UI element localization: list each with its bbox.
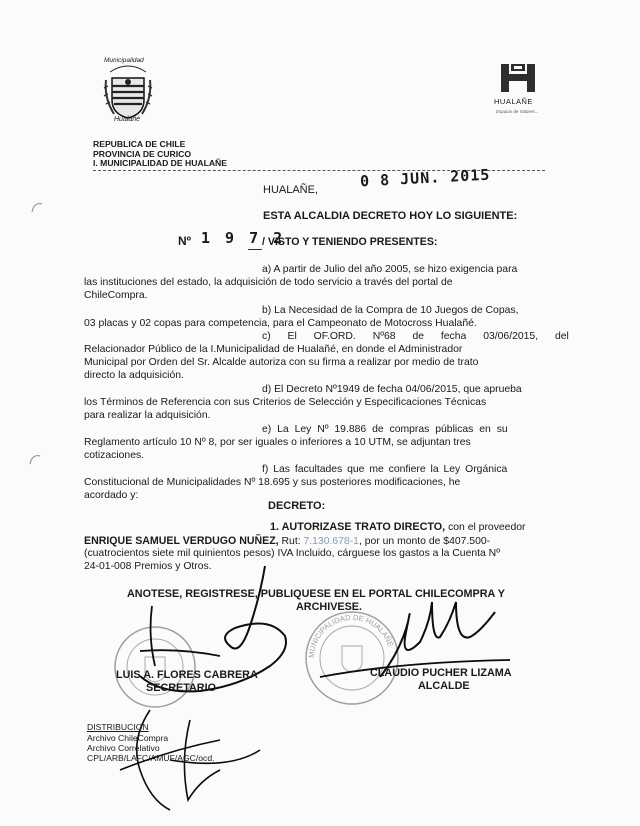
distribution-title: DISTRIBUCION — [87, 722, 149, 732]
consideration-a-line3: ChileCompra. — [84, 290, 148, 301]
consideration-b-line1: b) La Necesidad de la Compra de 10 Juegos de Copas, — [262, 305, 519, 316]
consideration-c-line3: Municipal por Orden del Sr. Alcalde autoriza con su firma a realizar por medio de trato — [84, 357, 479, 368]
resolution-line3: (cuatrocientos siete mil quinientos pesos) IVA Incluido, cárguese los gastos a la Cuenta Nº — [84, 548, 500, 559]
consideration-d-line1: d) El Decreto Nº1949 de fecha 04/06/2015, que aprueba — [262, 384, 522, 395]
brand-name: HUALAÑE — [494, 97, 533, 106]
resolution-authorize: 1. AUTORIZASE TRATO DIRECTO, — [270, 521, 446, 533]
resolution-line1 — [270, 521, 525, 535]
consideration-f-line1: f) Las facultades que me confiere la Ley Orgánica — [262, 464, 508, 475]
resolution-line2 — [84, 535, 490, 549]
seal-text: MUNICIPALIDAD DE HUALAÑE — [306, 612, 396, 659]
closing-line1: ANOTESE, REGISTRESE, PUBLIQUESE EN EL PORTAL CHILECOMPRA Y — [127, 588, 505, 600]
provider-name: ENRIQUE SAMUEL VERDUGO NUÑEZ, — [84, 535, 279, 547]
mayor-title: ALCALDE — [418, 680, 470, 692]
org-line-1: REPUBLICA DE CHILE — [93, 139, 186, 149]
consideration-e-line2: Reglamento artículo 10 Nº 8, por ser iguales o inferiores a 10 UTM, se adjuntan tres — [84, 437, 471, 448]
resolution-line4: 24-01-008 Premios y Otros. — [84, 561, 212, 572]
consideration-c-line1: c) El OF.ORD. Nº68 de fecha 03/06/2015, del — [262, 331, 569, 342]
amount-text: , por un monto de $407.500- — [358, 536, 491, 547]
closing-line2: ARCHIVESE. — [296, 601, 362, 613]
rut-value: 7.130.678-1 — [303, 536, 359, 547]
consideration-b-line2: 03 placas y 02 copas para competencia, para el Campeonato de Motocross Hualañé. — [84, 318, 477, 329]
municipal-crest — [96, 58, 160, 128]
consideration-c-line2: Relacionador Público de la I.Municipalidad de Hualañé, en donde el Administrador — [84, 344, 463, 355]
decreto-label: DECRETO: — [268, 500, 326, 512]
punch-hole-mark — [28, 452, 42, 466]
consideration-a-line1: a) A partir de Julio del año 2005, se hizo exigencia para — [262, 264, 518, 275]
crest-top-text: Municipalidad — [104, 57, 144, 64]
hualane-brand-logo — [494, 62, 546, 122]
decree-number-underline — [248, 249, 262, 250]
distribution-item: CPL/ARB/LAFC/AMUF/AGC/ocd. — [87, 753, 215, 763]
consideration-d-line3: para realizar la adquisición. — [84, 410, 211, 421]
secretary-title: SECRETARIO — [146, 682, 216, 694]
consideration-d-line2: los Términos de Referencia con sus Criterios de Selección y Especificaciones Técnicas — [84, 397, 487, 408]
hualane-h-logo-icon — [498, 62, 538, 94]
crest-bottom-text: Hualañé — [114, 116, 141, 123]
consideration-f-line3: acordado y: — [84, 490, 139, 501]
visto-heading: / VISTO Y TENIENDO PRESENTES: — [262, 236, 438, 248]
consideration-e-line3: cotizaciones. — [84, 450, 145, 461]
punch-hole-mark — [30, 200, 44, 214]
place-label: HUALAÑE, — [263, 184, 319, 196]
distribution-item: Archivo Correlativo — [87, 743, 160, 753]
rut-label: Rut: — [281, 536, 301, 547]
mayor-name: CLAUDIO PUCHER LIZAMA — [370, 667, 512, 679]
decree-prefix: Nº — [178, 234, 192, 248]
consideration-f-line2: Constitucional de Municipalidades Nº 18.695 y sus posteriores modificaciones, he — [84, 477, 461, 488]
decree-heading: ESTA ALCALDIA DECRETO HOY LO SIGUIENTE: — [263, 210, 518, 222]
distribution-item: Archivo ChileCompra — [87, 733, 169, 743]
brand-tagline: Espacio de Valores... — [496, 109, 539, 114]
date-stamp: 0 8 JUN. 2015 — [359, 165, 491, 191]
resolution-provider-text: con el proveedor — [448, 522, 526, 533]
consideration-e-line1: e) La Ley Nº 19.886 de compras públicas en su — [262, 424, 508, 435]
org-line-3: I. MUNICIPALIDAD DE HUALAÑE — [93, 158, 227, 168]
consideration-a-line2: las instituciones del estado, la adquisición de todo servicio a través del portal de — [84, 277, 453, 288]
org-line-2: PROVINCIA DE CURICO — [93, 149, 192, 159]
secretary-name: LUIS A. FLORES CABRERA — [116, 669, 258, 681]
consideration-c-line4: directo la adquisición. — [84, 370, 184, 381]
decree-number: 1 9 7 2 — [201, 229, 286, 247]
